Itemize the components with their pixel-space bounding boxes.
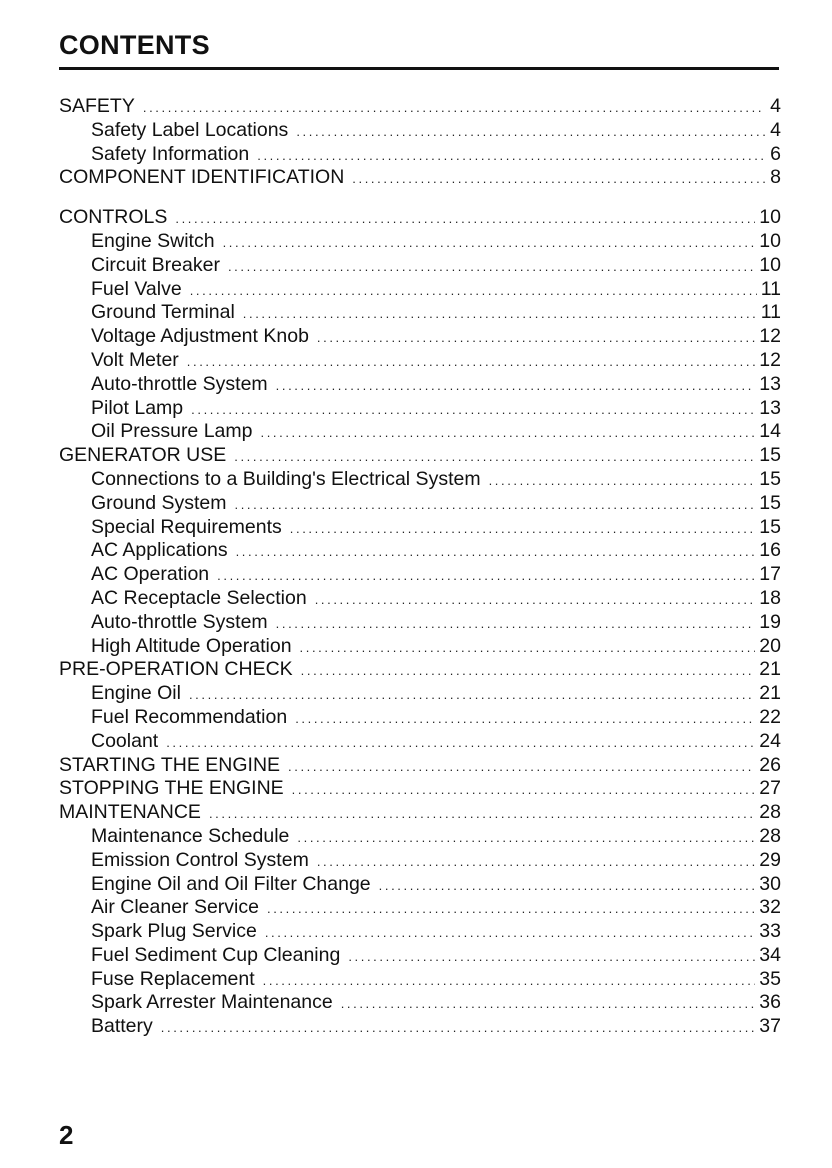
toc-entry-page: 33 [759,920,781,943]
toc-section-entry[interactable] [59,444,781,468]
toc-entry-page: 17 [759,563,781,586]
toc-section-entry[interactable] [59,206,781,230]
toc-subentry[interactable] [59,119,781,143]
toc-subentry[interactable] [59,349,781,373]
toc-subentry[interactable] [59,143,781,167]
toc-entry-label: Emission Control System [91,848,309,871]
toc-entry-label: Spark Arrester Maintenance [91,991,333,1014]
toc-entry-page: 29 [759,848,781,871]
toc-entry-label: STARTING THE ENGINE [59,753,281,776]
dot-leader [292,778,756,802]
toc-entry-page: 15 [759,515,781,538]
toc-entry-page: 14 [759,420,781,443]
dot-leader [489,469,756,493]
dot-leader [300,636,756,660]
toc-entry-page: 21 [759,682,781,705]
dot-leader [190,279,757,303]
dot-leader [187,350,756,374]
toc-entry-page: 27 [759,777,781,800]
toc-entry-page: 10 [759,253,781,276]
toc-entry-label: Safety Information [91,142,250,165]
title-divider [59,67,779,70]
toc-subentry[interactable] [59,611,781,635]
toc-entry-page: 15 [759,491,781,514]
dot-leader [297,826,755,850]
toc-entry-label: AC Receptacle Selection [91,586,307,609]
toc-entry-page: 4 [770,118,781,141]
toc-subentry[interactable] [59,254,781,278]
toc-entry-label: Fuel Valve [91,277,182,300]
dot-leader [352,167,765,191]
toc-entry-page: 12 [759,348,781,371]
table-of-contents [59,95,781,1039]
toc-entry-label: Auto-throttle System [91,610,268,633]
toc-entry-page: 24 [759,729,781,752]
toc-entry-page: 20 [759,634,781,657]
page-title: CONTENTS [59,30,210,60]
dot-leader [317,326,755,350]
dot-leader [341,992,756,1016]
toc-subentry[interactable] [59,730,781,754]
page-number: 2 [59,1120,74,1150]
toc-entry-label: Fuel Sediment Cup Cleaning [91,943,341,966]
dot-leader [228,255,755,279]
toc-entry-label: Pilot Lamp [91,396,184,419]
toc-entry-label: Engine Switch [91,229,215,252]
dot-leader [166,731,755,755]
dot-leader [263,969,756,993]
toc-entry-page: 32 [759,896,781,919]
toc-entry-label: CONTROLS [59,206,168,229]
toc-subentry[interactable] [59,968,781,992]
toc-entry-label: MAINTENANCE [59,801,201,824]
toc-entry-label: COMPONENT IDENTIFICATION [59,166,345,189]
toc-entry-page: 11 [760,277,781,300]
toc-entry-label: PRE-OPERATION CHECK [59,658,293,681]
toc-entry-page: 13 [759,396,781,419]
toc-entry-page: 37 [759,1015,781,1038]
dot-leader [209,802,755,826]
toc-entry-page: 15 [759,467,781,490]
toc-entry-label: Oil Pressure Lamp [91,420,253,443]
dot-leader [223,231,756,255]
dot-leader [257,144,765,168]
toc-entry-page: 6 [770,142,781,165]
dot-leader [296,120,765,144]
toc-subentry[interactable] [59,373,781,397]
dot-leader [234,445,755,469]
toc-section-entry[interactable] [59,95,781,119]
dot-leader [276,374,756,398]
toc-entry-label: High Altitude Operation [91,634,292,657]
toc-entry-page: 10 [759,206,781,229]
toc-entry-label: Ground Terminal [91,301,235,324]
dot-leader [301,659,756,683]
toc-entry-label: Battery [91,1015,153,1038]
dot-leader [295,707,755,731]
toc-subentry[interactable] [59,230,781,254]
toc-entry-label: Circuit Breaker [91,253,220,276]
toc-entry-label: Voltage Adjustment Knob [91,325,309,348]
toc-subentry[interactable] [59,944,781,968]
toc-entry-label: Connections to a Building's Electrical System [91,467,481,490]
dot-leader [267,897,755,921]
dot-leader [217,564,755,588]
dot-leader [290,517,756,541]
toc-entry-page: 34 [759,943,781,966]
dot-leader [348,945,755,969]
toc-entry-label: AC Applications [91,539,228,562]
toc-entry-label: Safety Label Locations [91,118,289,141]
toc-entry-label: Fuel Recommendation [91,705,288,728]
toc-subentry[interactable] [59,587,781,611]
toc-subentry[interactable] [59,278,781,302]
toc-entry-page: 28 [759,824,781,847]
toc-entry-label: Air Cleaner Service [91,896,259,919]
dot-leader [236,540,756,564]
toc-subentry[interactable] [59,849,781,873]
toc-subentry[interactable] [59,873,781,897]
dot-leader [234,493,755,517]
dot-leader [265,921,755,945]
toc-entry-page: 16 [759,539,781,562]
toc-entry-page: 22 [759,705,781,728]
dot-leader [161,1016,756,1040]
toc-entry-page: 15 [759,444,781,467]
dot-leader [191,398,755,422]
dot-leader [276,612,756,636]
toc-subentry[interactable] [59,420,781,444]
toc-section-entry[interactable] [59,754,781,778]
toc-entry-page: 21 [759,658,781,681]
toc-entry-page: 12 [759,325,781,348]
toc-section-entry[interactable] [59,166,781,190]
toc-subentry[interactable] [59,301,781,325]
dot-leader [260,421,755,445]
toc-entry-page: 35 [759,967,781,990]
toc-subentry[interactable] [59,468,781,492]
toc-entry-page: 28 [759,801,781,824]
toc-subentry[interactable] [59,706,781,730]
toc-entry-page: 10 [759,229,781,252]
toc-entry-page: 11 [760,301,781,324]
dot-leader [175,207,755,231]
toc-subentry[interactable] [59,825,781,849]
toc-section-entry[interactable] [59,801,781,825]
toc-entry-label: GENERATOR USE [59,444,227,467]
toc-entry-label: Volt Meter [91,348,179,371]
dot-leader [143,96,765,120]
toc-subentry[interactable] [59,1015,781,1039]
toc-entry-label: Maintenance Schedule [91,824,290,847]
toc-entry-label: Auto-throttle System [91,372,268,395]
toc-entry-label: STOPPING THE ENGINE [59,777,284,800]
toc-entry-page: 8 [770,166,781,189]
toc-entry-label: Spark Plug Service [91,920,257,943]
toc-entry-page: 26 [759,753,781,776]
toc-subentry[interactable] [59,682,781,706]
dot-leader [317,850,755,874]
toc-subentry[interactable] [59,516,781,540]
toc-section-entry[interactable] [59,777,781,801]
toc-entry-label: AC Operation [91,563,210,586]
toc-entry-page: 4 [770,95,781,117]
toc-entry-page: 13 [759,372,781,395]
toc-subentry[interactable] [59,896,781,920]
toc-entry-label: Fuse Replacement [91,967,255,990]
toc-entry-label: SAFETY [59,95,135,117]
toc-subentry[interactable] [59,920,781,944]
toc-entry-label: Engine Oil [91,682,181,705]
toc-subentry[interactable] [59,539,781,563]
toc-subentry[interactable] [59,492,781,516]
dot-leader [243,302,757,326]
dot-leader [315,588,756,612]
toc-subentry[interactable] [59,325,781,349]
toc-subentry[interactable] [59,397,781,421]
dot-leader [288,755,755,779]
toc-entry-page: 36 [759,991,781,1014]
toc-entry-label: Ground System [91,491,227,514]
toc-entry-label: Engine Oil and Oil Filter Change [91,872,371,895]
toc-entry-label: Special Requirements [91,515,282,538]
toc-entry-page: 30 [759,872,781,895]
toc-entry-page: 19 [759,610,781,633]
toc-subentry[interactable] [59,635,781,659]
toc-entry-page: 18 [759,586,781,609]
toc-subentry[interactable] [59,991,781,1015]
toc-subentry[interactable] [59,563,781,587]
toc-entry-label: Coolant [91,729,159,752]
toc-section-entry[interactable] [59,658,781,682]
dot-leader [379,874,756,898]
dot-leader [189,683,755,707]
